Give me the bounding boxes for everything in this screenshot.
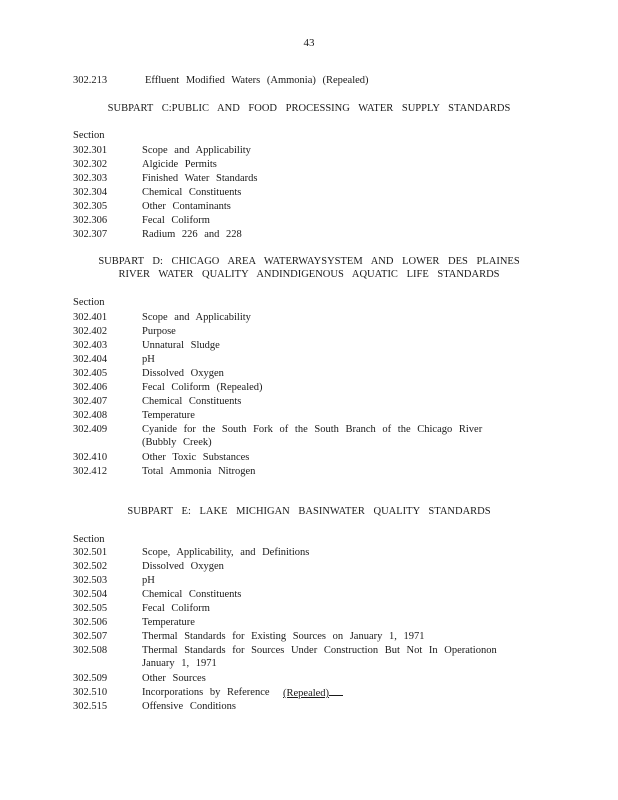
- section-number: 302.410: [73, 452, 108, 463]
- section-number: 302.509: [73, 673, 108, 684]
- section-title: Total Ammonia Nitrogen: [142, 466, 256, 477]
- section-number: 302.510: [73, 687, 108, 698]
- section-column-label: Section: [73, 297, 105, 308]
- section-title: Fecal Coliform: [142, 215, 210, 226]
- subpart-c-heading: SUBPART C:PUBLIC AND FOOD PROCESSING WATER SUPPLY STANDARDS: [107, 103, 511, 114]
- section-title: Other Contaminants: [142, 201, 231, 212]
- section-title: Dissolved Oxygen: [142, 561, 224, 572]
- section-title: Chemical Constituents: [142, 396, 242, 407]
- section-number: 302.412: [73, 466, 108, 477]
- subpart-d-heading-line2: RIVER WATER QUALITY ANDINDIGENOUS AQUATIC LIFE STANDARDS: [118, 269, 500, 280]
- section-number: 302.304: [73, 187, 108, 198]
- section-number: 302.407: [73, 396, 108, 407]
- section-title: Thermal Standards for Existing Sources on January 1, 1971: [142, 631, 425, 642]
- section-number: 302.302: [73, 159, 108, 170]
- section-title: Dissolved Oxygen: [142, 368, 224, 379]
- section-title: pH: [142, 575, 155, 586]
- section-number: 302.501: [73, 547, 108, 558]
- section-title: Cyanide for the South Fork of the South Branch of the Chicago River (Bubbly Creek): [142, 424, 483, 448]
- section-title: Temperature: [142, 410, 195, 421]
- section-number: 302.507: [73, 631, 108, 642]
- subpart-d-heading-line1: SUBPART D: CHICAGO AREA WATERWAYSYSTEM AND LOWER DES PLAINES: [98, 256, 520, 267]
- section-title: Other Toxic Substances: [142, 452, 250, 463]
- section-title: Finished Water Standards: [142, 173, 258, 184]
- section-title: Fecal Coliform (Repealed): [142, 382, 263, 393]
- section-title: Fecal Coliform: [142, 603, 210, 614]
- section-title: Thermal Standards for Sources Under Construction But Not In Operationon January 1, 1971: [142, 645, 497, 669]
- section-number: 302.503: [73, 575, 108, 586]
- section-number: 302.404: [73, 354, 108, 365]
- section-number: 302.504: [73, 589, 108, 600]
- section-title: Temperature: [142, 617, 195, 628]
- section-number: 302.401: [73, 312, 108, 323]
- section-title: Offensive Conditions: [142, 701, 236, 712]
- section-number: 302.306: [73, 215, 108, 226]
- repealed-note: (Repealed): [283, 686, 343, 700]
- section-title: pH: [142, 354, 155, 365]
- section-number: 302.305: [73, 201, 108, 212]
- section-title: Scope and Applicability: [142, 145, 251, 156]
- section-number: 302.408: [73, 410, 108, 421]
- section-title: Scope, Applicability, and Definitions: [142, 547, 310, 558]
- section-number: 302.515: [73, 701, 108, 712]
- section-title: Chemical Constituents: [142, 187, 242, 198]
- section-title: Algicide Permits: [142, 159, 217, 170]
- section-title: Chemical Constituents: [142, 589, 242, 600]
- section-number: 302.406: [73, 382, 108, 393]
- section-number: 302.505: [73, 603, 108, 614]
- section-column-label: Section: [73, 534, 105, 545]
- underline-rule: [329, 686, 343, 696]
- section-title: Scope and Applicability: [142, 312, 251, 323]
- section-number: 302.403: [73, 340, 108, 351]
- subpart-e-heading: SUBPART E: LAKE MICHIGAN BASINWATER QUALITY STANDARDS: [127, 506, 491, 517]
- section-number: 302.502: [73, 561, 108, 572]
- section-title: Radium 226 and 228: [142, 229, 242, 240]
- section-number: 302.508: [73, 645, 108, 656]
- section-column-label: Section: [73, 130, 105, 141]
- section-number: 302.303: [73, 173, 108, 184]
- section-title: Unnatural Sludge: [142, 340, 220, 351]
- section-number: 302.405: [73, 368, 108, 379]
- section-number: 302.402: [73, 326, 108, 337]
- page-number: 43: [303, 37, 315, 49]
- section-number: 302.307: [73, 229, 108, 240]
- section-number: 302.409: [73, 424, 108, 435]
- section-number: 302.506: [73, 617, 108, 628]
- section-number: 302.301: [73, 145, 108, 156]
- section-number: 302.213: [73, 75, 108, 86]
- section-title: Purpose: [142, 326, 176, 337]
- section-title: Other Sources: [142, 673, 206, 684]
- section-title: Effluent Modified Waters (Ammonia) (Repealed): [145, 75, 369, 86]
- section-title: Incorporations by Reference: [142, 687, 270, 698]
